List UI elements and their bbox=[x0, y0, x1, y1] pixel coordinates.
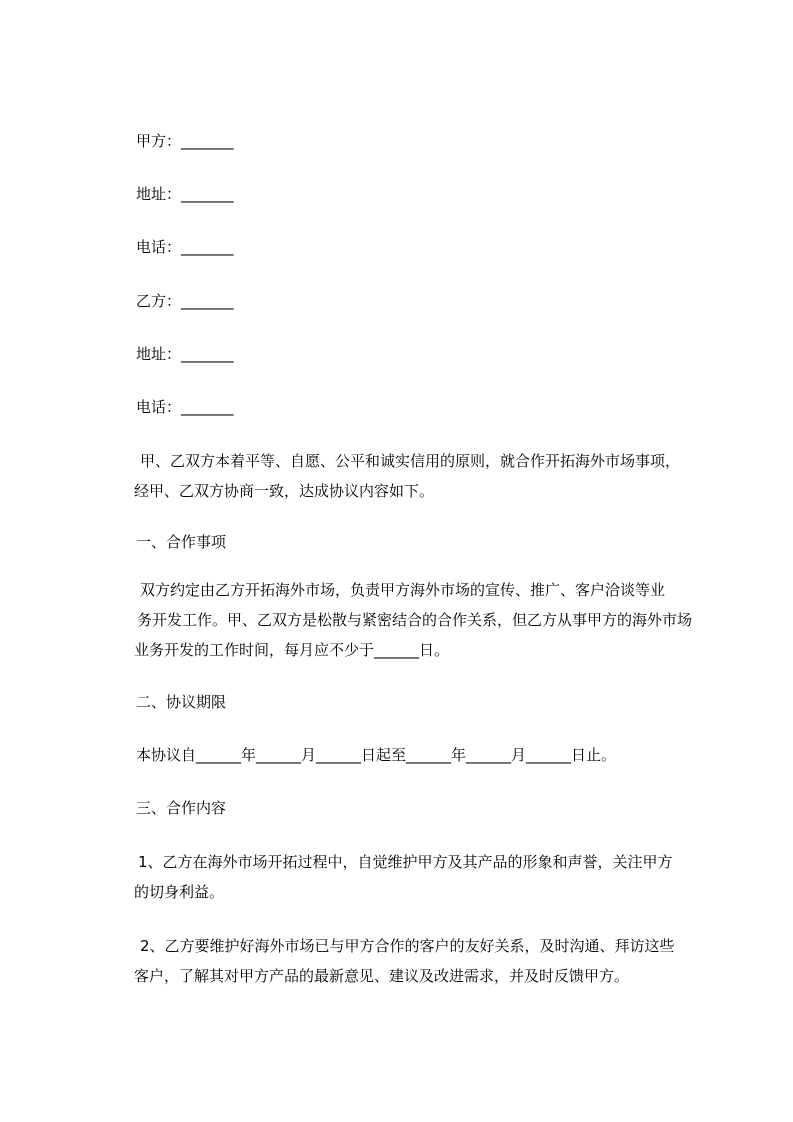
preamble-line-1: 甲、乙双方本着平等、自愿、公平和诚实信用的原则，就合作开拓海外市场事项， bbox=[140, 452, 681, 470]
section-1-paragraph bbox=[136, 575, 722, 665]
section-3-item-1-line-2: 的切身利益。 bbox=[134, 883, 225, 901]
section-1-line-2: 务开发工作。甲、乙双方是松散与紧密结合的合作关系，但乙方从事甲方的海外市场 bbox=[137, 611, 693, 629]
section-1-line-1: 双方约定由乙方开拓海外市场，负责甲方海外市场的宣传、推广、客户洽谈等业 bbox=[140, 581, 666, 599]
party-a-address: 地址：_______ bbox=[136, 185, 234, 203]
section-3-item-2-line-1: 2、乙方要维护好海外市场已与甲方合作的客户的友好关系，及时沟通、拜访这些 bbox=[140, 937, 675, 955]
section-3-item-1-line-1: 1、乙方在海外市场开拓过程中，自觉维护甲方及其产品的形象和声誉，关注甲方 bbox=[138, 853, 673, 871]
section-3-item-2 bbox=[136, 931, 722, 991]
section-2-term: 本协议自______年______月______日起至______年______月______日止。 bbox=[136, 746, 617, 764]
section-3-item-1 bbox=[136, 847, 722, 907]
party-b-address: 地址：_______ bbox=[136, 345, 234, 363]
party-b-label: 乙方：_______ bbox=[136, 292, 234, 310]
section-1-line-3: 业务开发的工作时间，每月应不少于______日。 bbox=[134, 641, 450, 659]
party-a-phone: 电话：_______ bbox=[136, 238, 234, 256]
preamble-paragraph bbox=[136, 446, 722, 506]
section-3-heading: 三、合作内容 bbox=[136, 799, 227, 817]
preamble-line-2: 经甲、乙双方协商一致，达成协议内容如下。 bbox=[134, 482, 435, 500]
section-1-heading: 一、合作事项 bbox=[136, 533, 227, 551]
section-2-heading: 二、协议期限 bbox=[136, 693, 227, 711]
party-b-phone: 电话：_______ bbox=[136, 398, 234, 416]
party-a-label: 甲方：_______ bbox=[136, 132, 234, 150]
section-3-item-2-line-2: 客户，了解其对甲方产品的最新意见、建议及改进需求，并及时反馈甲方。 bbox=[134, 967, 630, 985]
